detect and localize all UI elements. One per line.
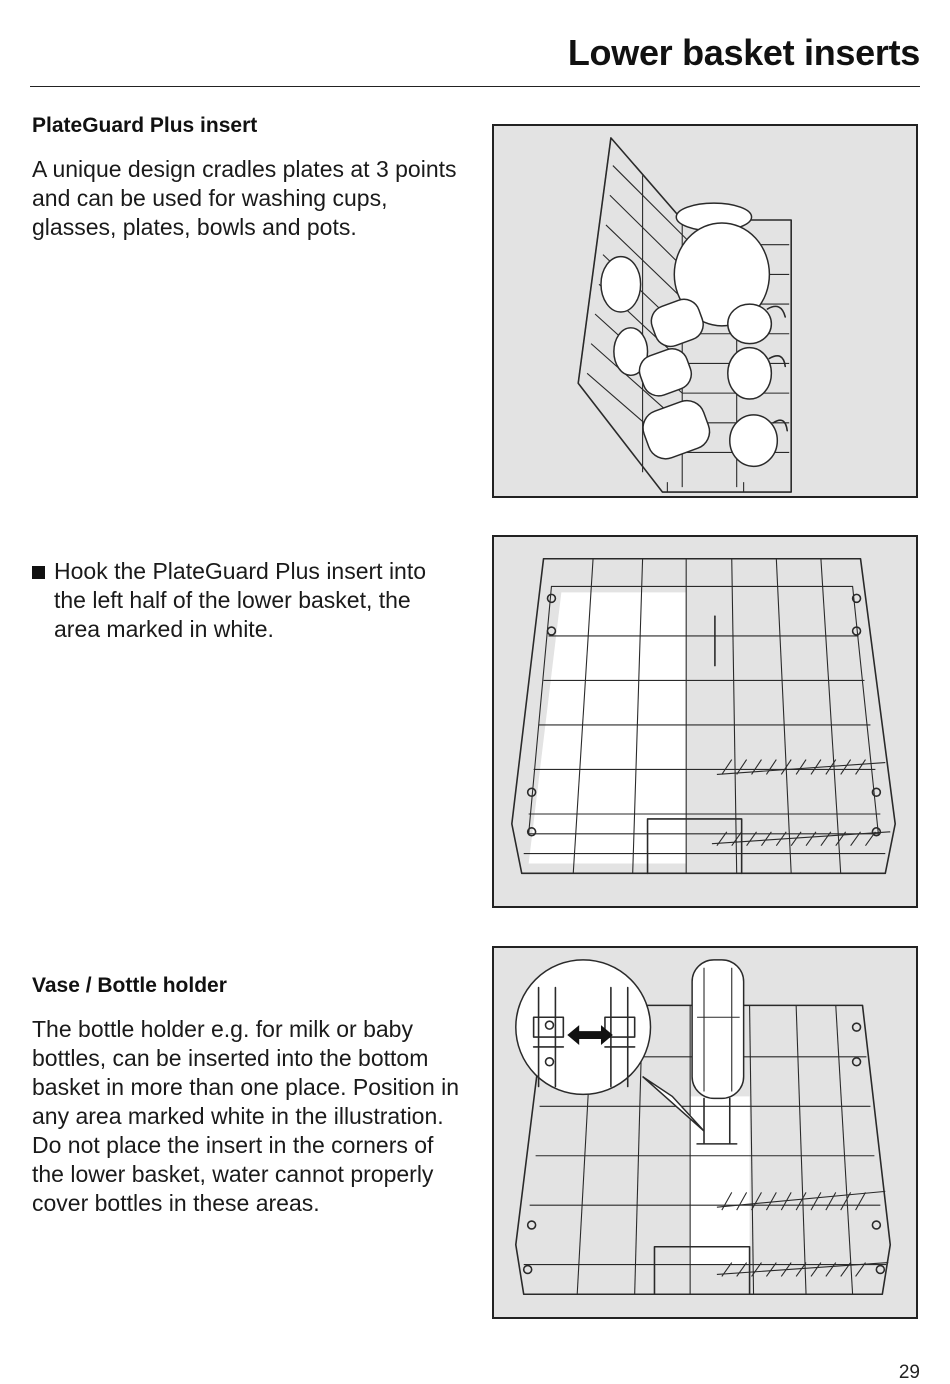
hook-instruction-item xyxy=(32,557,462,644)
plateguard-heading: PlateGuard Plus insert xyxy=(32,114,258,137)
hook-instruction-text: Hook the PlateGuard Plus insert into the left half of the lower basket, the area marked in white. xyxy=(54,558,427,642)
bottle-holder-illustration xyxy=(494,948,916,1317)
bottle-holder-description: The bottle holder e.g. for milk or baby bottles, can be inserted into the bottom basket in more than one place. Position in any area marked white in the illustration. Do not place the insert in the corners of the lower basket, water cannot properly cover bottles in these areas. xyxy=(32,1016,460,1216)
page-title: Lower basket inserts xyxy=(567,32,920,73)
title-divider xyxy=(30,86,920,87)
figure-plateguard-insert xyxy=(492,124,918,498)
square-bullet-icon xyxy=(32,566,45,579)
lower-basket-illustration xyxy=(494,537,916,906)
plateguard-illustration xyxy=(494,126,916,496)
page-number: 29 xyxy=(898,1362,920,1383)
bottle-holder-heading: Vase / Bottle holder xyxy=(32,974,227,997)
figure-bottle-holder xyxy=(492,946,918,1319)
figure-lower-basket-insert-position xyxy=(492,535,918,908)
plateguard-description: A unique design cradles plates at 3 points and can be used for washing cups, glasses, plates, bowls and pots. xyxy=(32,156,457,240)
